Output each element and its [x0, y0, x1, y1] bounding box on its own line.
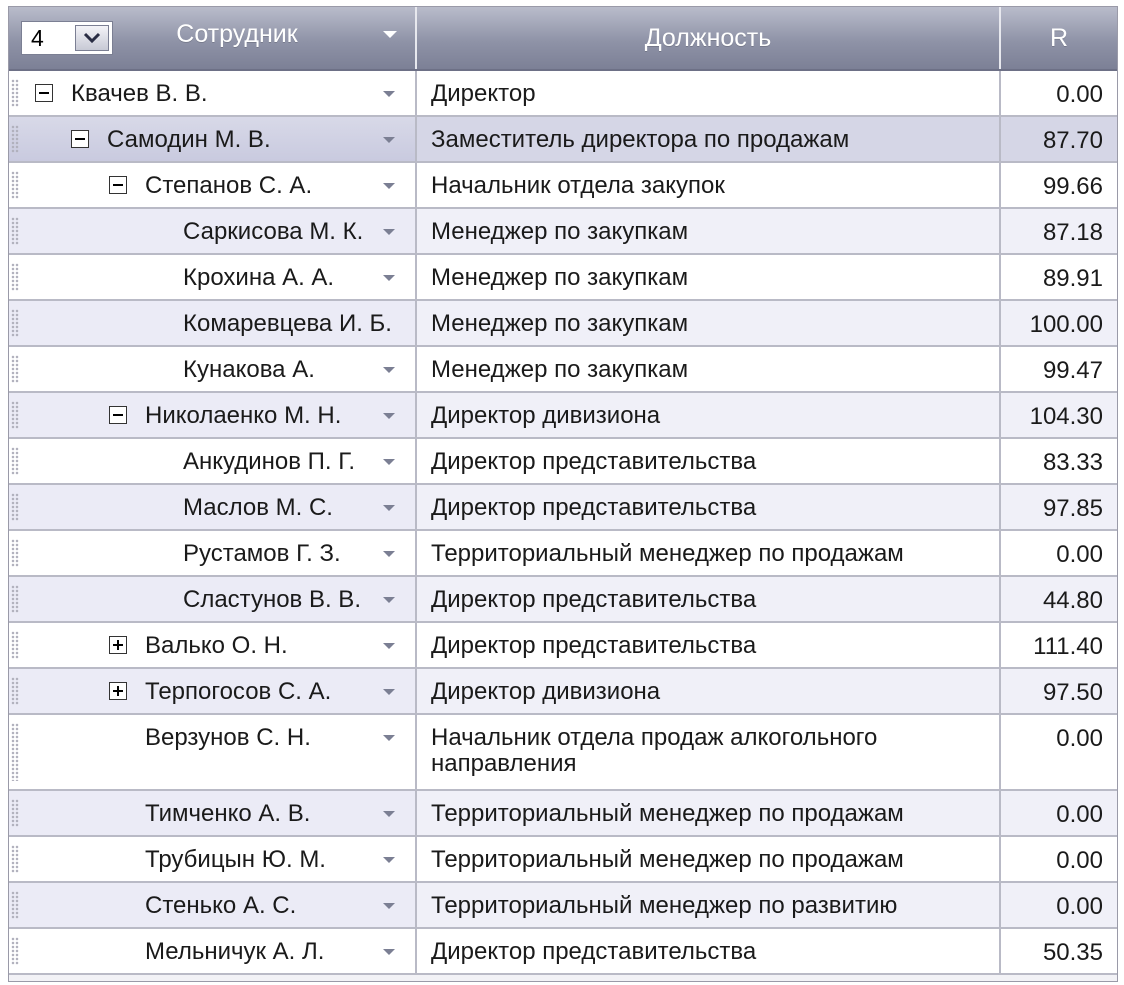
level-dropdown-button[interactable] [75, 25, 109, 51]
row-drag-handle-icon[interactable] [11, 799, 19, 827]
employee-cell[interactable] [9, 791, 417, 837]
tree-level-value: 4 [31, 24, 44, 51]
r-value-cell[interactable]: 0.00 [1001, 71, 1117, 117]
r-value-cell[interactable]: 44.80 [1001, 577, 1117, 623]
row-dropdown-arrow-icon[interactable] [383, 551, 395, 557]
row-drag-handle-icon[interactable] [11, 723, 19, 781]
table-row[interactable] [9, 301, 1117, 347]
employee-cell[interactable] [9, 577, 417, 623]
employee-cell[interactable] [9, 531, 417, 577]
employee-name: Тимченко А. В. [145, 800, 311, 827]
r-value-cell[interactable]: 0.00 [1001, 837, 1117, 883]
employee-cell[interactable] [9, 209, 417, 255]
table-row[interactable] [9, 209, 1117, 255]
row-drag-handle-icon[interactable] [11, 309, 19, 337]
employee-cell[interactable] [9, 347, 417, 393]
employee-cell[interactable] [9, 439, 417, 485]
column-header-position[interactable] [417, 7, 1001, 69]
r-value-cell[interactable]: 111.40 [1001, 623, 1117, 669]
employee-name: Квачев В. В. [71, 80, 208, 107]
column-filter-arrow-icon[interactable] [383, 31, 397, 38]
row-drag-handle-icon[interactable] [11, 171, 19, 199]
employee-cell[interactable] [9, 71, 417, 117]
table-row[interactable] [9, 715, 1117, 791]
row-dropdown-arrow-icon[interactable] [383, 459, 395, 465]
position-cell[interactable]: Менеджер по закупкам [417, 209, 1001, 255]
r-value-cell[interactable]: 97.85 [1001, 485, 1117, 531]
table-row[interactable] [9, 883, 1117, 929]
row-drag-handle-icon[interactable] [11, 845, 19, 873]
collapse-icon[interactable] [35, 84, 53, 102]
employee-cell[interactable] [9, 929, 417, 975]
employee-name: Самодин М. В. [107, 126, 271, 153]
r-value-cell[interactable]: 83.33 [1001, 439, 1117, 485]
employee-name: Рустамов Г. З. [183, 540, 341, 567]
row-dropdown-arrow-icon[interactable] [383, 91, 395, 97]
employee-name: Николаенко М. Н. [145, 402, 342, 429]
r-value-cell[interactable]: 99.47 [1001, 347, 1117, 393]
table-row[interactable] [9, 577, 1117, 623]
row-dropdown-arrow-icon[interactable] [383, 505, 395, 511]
position-cell[interactable]: Менеджер по закупкам [417, 255, 1001, 301]
r-value-cell[interactable]: 99.66 [1001, 163, 1117, 209]
collapse-icon[interactable] [71, 130, 89, 148]
row-drag-handle-icon[interactable] [11, 355, 19, 383]
row-drag-handle-icon[interactable] [11, 937, 19, 965]
employee-name: Комаревцева И. Б. [183, 310, 392, 337]
column-header-r[interactable] [1001, 7, 1117, 69]
position-cell[interactable]: Менеджер по закупкам [417, 347, 1001, 393]
column-header-employee[interactable] [9, 7, 417, 69]
row-drag-handle-icon[interactable] [11, 125, 19, 153]
row-drag-handle-icon[interactable] [11, 447, 19, 475]
row-dropdown-arrow-icon[interactable] [383, 275, 395, 281]
employee-name: Валько О. Н. [145, 632, 288, 659]
table-row[interactable] [9, 623, 1117, 669]
row-dropdown-arrow-icon[interactable] [383, 183, 395, 189]
table-row[interactable] [9, 347, 1117, 393]
employee-name: Верзунов С. Н. [145, 724, 311, 751]
tree-level-selector[interactable] [21, 21, 113, 55]
table-row[interactable] [9, 929, 1117, 975]
employee-name: Терпогосов С. А. [145, 678, 332, 705]
column-title-position: Должность [644, 23, 772, 52]
employee-cell[interactable] [9, 117, 417, 163]
row-dropdown-arrow-icon[interactable] [383, 735, 395, 741]
employee-name: Стенько А. С. [145, 892, 297, 919]
row-drag-handle-icon[interactable] [11, 79, 19, 107]
position-cell[interactable]: Территориальный менеджер по продажам [417, 837, 1001, 883]
position-cell[interactable]: Директор представительства [417, 623, 1001, 669]
r-value-cell[interactable]: 50.35 [1001, 929, 1117, 975]
employee-name: Трубицын Ю. М. [145, 846, 326, 873]
row-drag-handle-icon[interactable] [11, 493, 19, 521]
row-dropdown-arrow-icon[interactable] [383, 367, 395, 373]
row-dropdown-arrow-icon[interactable] [383, 413, 395, 419]
employee-cell[interactable] [9, 715, 417, 791]
employee-cell[interactable] [9, 301, 417, 347]
employee-cell[interactable] [9, 485, 417, 531]
collapse-icon[interactable] [109, 406, 127, 424]
row-drag-handle-icon[interactable] [11, 891, 19, 919]
row-drag-handle-icon[interactable] [11, 631, 19, 659]
r-value-cell[interactable]: 0.00 [1001, 715, 1117, 791]
row-drag-handle-icon[interactable] [11, 539, 19, 567]
table-row[interactable] [9, 439, 1117, 485]
row-drag-handle-icon[interactable] [11, 401, 19, 429]
row-dropdown-arrow-icon[interactable] [383, 903, 395, 909]
employee-name: Кунакова А. [183, 356, 315, 383]
table-row[interactable] [9, 669, 1117, 715]
position-cell[interactable]: Менеджер по закупкам [417, 301, 1001, 347]
position-cell[interactable]: Начальник отдела продаж алкогольного направления [417, 715, 1001, 791]
table-row[interactable] [9, 837, 1117, 883]
r-value-cell[interactable]: 104.30 [1001, 393, 1117, 439]
employee-cell[interactable] [9, 393, 417, 439]
expand-icon[interactable] [109, 682, 127, 700]
row-drag-handle-icon[interactable] [11, 585, 19, 613]
position-cell[interactable]: Заместитель директора по продажам [417, 117, 1001, 163]
r-value-cell[interactable]: 87.18 [1001, 209, 1117, 255]
position-cell[interactable]: Директор представительства [417, 929, 1001, 975]
row-dropdown-arrow-icon[interactable] [383, 229, 395, 235]
row-dropdown-arrow-icon[interactable] [383, 597, 395, 603]
position-cell[interactable]: Директор представительства [417, 485, 1001, 531]
position-cell[interactable]: Директор дивизиона [417, 669, 1001, 715]
table-row[interactable] [9, 255, 1117, 301]
expand-icon[interactable] [109, 636, 127, 654]
position-cell[interactable]: Территориальный менеджер по развитию [417, 883, 1001, 929]
table-row[interactable] [9, 163, 1117, 209]
employee-cell[interactable] [9, 255, 417, 301]
employee-cell[interactable] [9, 163, 417, 209]
position-cell[interactable]: Территориальный менеджер по продажам [417, 531, 1001, 577]
row-drag-handle-icon[interactable] [11, 677, 19, 705]
row-dropdown-arrow-icon[interactable] [383, 137, 395, 143]
table-row[interactable] [9, 531, 1117, 577]
employee-cell[interactable] [9, 837, 417, 883]
position-cell[interactable]: Территориальный менеджер по продажам [417, 791, 1001, 837]
employee-tree-grid [8, 6, 1118, 982]
position-cell[interactable]: Начальник отдела закупок [417, 163, 1001, 209]
employee-cell[interactable] [9, 883, 417, 929]
chevron-down-icon [83, 32, 101, 44]
row-drag-handle-icon[interactable] [11, 263, 19, 291]
row-dropdown-arrow-icon[interactable] [383, 949, 395, 955]
position-cell[interactable]: Директор [417, 71, 1001, 117]
row-dropdown-arrow-icon[interactable] [383, 689, 395, 695]
grid-header [9, 7, 1117, 71]
row-dropdown-arrow-icon[interactable] [383, 811, 395, 817]
employee-cell[interactable] [9, 669, 417, 715]
r-value-cell[interactable]: 0.00 [1001, 531, 1117, 577]
position-cell[interactable]: Директор представительства [417, 439, 1001, 485]
employee-name: Крохина А. А. [183, 264, 335, 291]
r-value-cell[interactable]: 89.91 [1001, 255, 1117, 301]
column-title-employee: Сотрудник [176, 19, 298, 48]
r-value-cell[interactable]: 97.50 [1001, 669, 1117, 715]
employee-name: Степанов С. А. [145, 172, 313, 199]
table-row[interactable] [9, 791, 1117, 837]
table-row[interactable] [9, 117, 1117, 163]
r-value-cell[interactable]: 0.00 [1001, 791, 1117, 837]
employee-name: Сластунов В. В. [183, 586, 361, 613]
table-row[interactable] [9, 71, 1117, 117]
table-row[interactable] [9, 393, 1117, 439]
collapse-icon[interactable] [109, 176, 127, 194]
employee-name: Саркисова М. К. [183, 218, 364, 245]
employee-name: Анкудинов П. Г. [183, 448, 355, 475]
employee-cell[interactable] [9, 623, 417, 669]
employee-name: Маслов М. С. [183, 494, 333, 521]
column-title-r: R [1049, 23, 1069, 52]
table-row[interactable] [9, 485, 1117, 531]
employee-name: Мельничук А. Л. [145, 938, 325, 965]
r-value-cell[interactable]: 87.70 [1001, 117, 1117, 163]
r-value-cell[interactable]: 0.00 [1001, 883, 1117, 929]
row-dropdown-arrow-icon[interactable] [383, 643, 395, 649]
grid-body [9, 71, 1117, 975]
row-dropdown-arrow-icon[interactable] [383, 857, 395, 863]
position-cell[interactable]: Директор дивизиона [417, 393, 1001, 439]
row-drag-handle-icon[interactable] [11, 217, 19, 245]
r-value-cell[interactable]: 100.00 [1001, 301, 1117, 347]
position-cell[interactable]: Директор представительства [417, 577, 1001, 623]
